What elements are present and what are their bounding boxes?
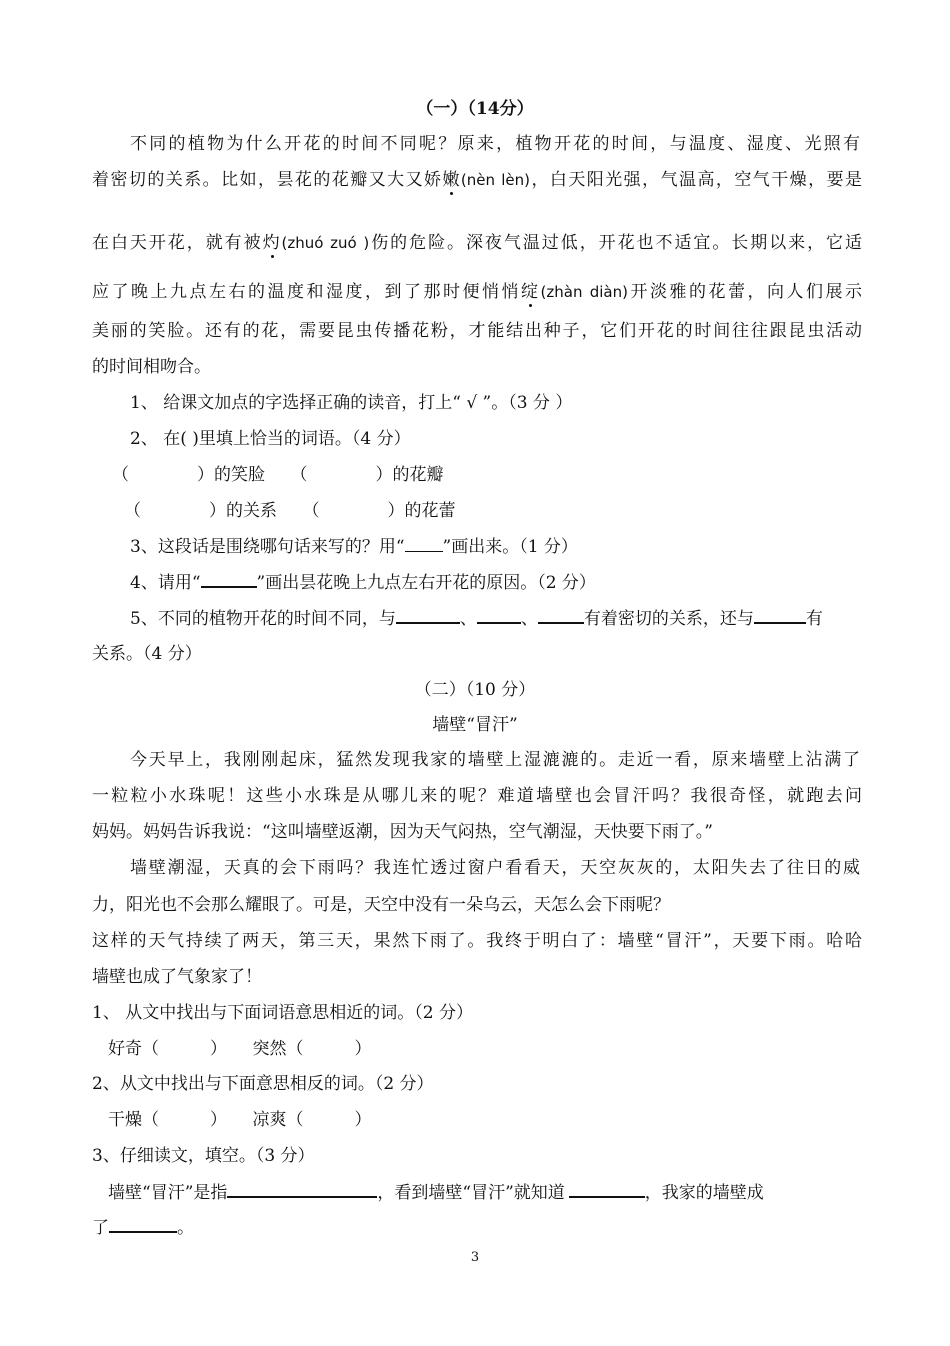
answer-blank[interactable] — [396, 607, 460, 624]
question1: 1、 从文中找出与下面词语意思相近的词。（2 分） — [92, 1003, 473, 1023]
passage2-line: 一粒粒小水珠呢！这些小水珠是从哪儿来的呢？难道墙壁也会冒汗吗？我很奇怪，就跑去问 — [92, 786, 862, 806]
pinyin-options: (zhuó zuó ) — [281, 234, 370, 252]
passage1-line: 美丽的笑脸。还有的花，需要昆虫传播花粉，才能结出种子，它们开花的时间往往跟昆虫活动 — [92, 321, 862, 341]
passage2-title: 墙壁“冒汗” — [432, 715, 518, 735]
passage2-line: 这样的天气持续了两天，第三天，果然下雨了。我终于明白了：墙壁“冒汗”，天要下雨。哈哈 — [92, 931, 862, 951]
question5: 5、不同的植物开花的时间不同，与 、 、 有着密切的关系，还与 有 — [130, 609, 823, 629]
answer-blank[interactable] — [569, 1181, 645, 1198]
answer-blank[interactable] — [538, 607, 584, 624]
dotted-char: 绽 — [521, 282, 541, 302]
answer-blank[interactable] — [477, 607, 521, 624]
pinyin-options: (nèn lèn) — [460, 171, 530, 189]
underline-sample — [405, 536, 443, 552]
question2-blanks-row: （ ）的笑脸 （ ）的花瓣 — [112, 465, 444, 485]
pinyin-options: (zhàn diàn) — [540, 283, 628, 301]
passage2-line: 今天早上，我刚刚起床，猛然发现我家的墙壁上湿漉漉的。走近一看，原来墙壁上沾满了 — [130, 750, 860, 770]
section1-heading: （一）（14分） — [416, 99, 534, 119]
question2: 2、从文中找出与下面意思相反的词。（2 分） — [92, 1074, 434, 1094]
question2-blanks-row: 干燥（ ） 凉爽（ ） — [108, 1110, 372, 1130]
question1-blanks-row: 好奇（ ） 突然（ ） — [108, 1039, 372, 1059]
section2-heading: （二）（10 分） — [414, 680, 536, 700]
question3: 3、这段话是围绕哪句话来写的？用“ ”画出来。（1 分） — [130, 537, 578, 557]
answer-blank[interactable] — [109, 1216, 177, 1233]
passage1-line: 应了晚上九点左右的温度和湿度，到了那时便悄悄绽(zhàn diàn)开淡雅的花蕾，向人们展示 — [92, 282, 863, 302]
question5-continued: 关系。（4 分） — [92, 644, 202, 664]
question2: 2、 在( )里填上恰当的词语。（4 分） — [130, 429, 411, 449]
dotted-char: 灼 — [262, 233, 282, 253]
question3-fill-line: 了 。 — [92, 1218, 194, 1238]
question3: 3、仔细读文，填空。（3 分） — [92, 1146, 315, 1166]
answer-blank[interactable] — [754, 607, 806, 624]
question2-blanks-row: （ ）的关系 （ ）的花蕾 — [124, 501, 456, 521]
passage1-line: 不同的植物为什么开花的时间不同呢？原来，植物开花的时间，与温度、湿度、光照有 — [130, 134, 860, 154]
passage1-line: 在白天开花，就有被灼(zhuó zuó )伤的危险。深夜气温过低，开花也不适宜。长期以来，它适 — [92, 233, 862, 253]
answer-blank[interactable] — [227, 1181, 377, 1198]
question3-fill-line: 墙壁“冒汗”是指 ，看到墙壁“冒汗”就知道 ，我家的墙壁成 — [108, 1183, 764, 1203]
question4: 4、请用“ ”画出昙花晚上九点左右开花的原因。（2 分） — [130, 573, 596, 593]
question1: 1、 给课文加点的字选择正确的读音，打上“ √ ”。（3 分 ） — [130, 393, 573, 413]
passage2-line: 墙壁潮湿，天真的会下雨吗？我连忙透过窗户看看天，天空灰灰的，太阳失去了往日的威 — [130, 858, 860, 878]
passage2-line: 妈妈。妈妈告诉我说：“这叫墙壁返潮，因为天气闷热，空气潮湿，天快要下雨了。” — [92, 822, 713, 842]
dotted-char: 嫩 — [442, 170, 461, 190]
passage1-line: 着密切的关系。比如，昙花的花瓣又大又娇嫩(nèn lèn)，白天阳光强，气温高，空气干燥，要是 — [92, 170, 863, 190]
underline-sample — [201, 571, 257, 588]
passage2-line: 力，阳光也不会那么耀眼了。可是，天空中没有一朵乌云，天怎么会下雨呢？ — [92, 895, 670, 915]
passage2-line: 墙壁也成了气象家了！ — [92, 967, 262, 987]
page-number: 3 — [470, 1250, 480, 1265]
passage1-line: 的时间相吻合。 — [92, 357, 211, 377]
